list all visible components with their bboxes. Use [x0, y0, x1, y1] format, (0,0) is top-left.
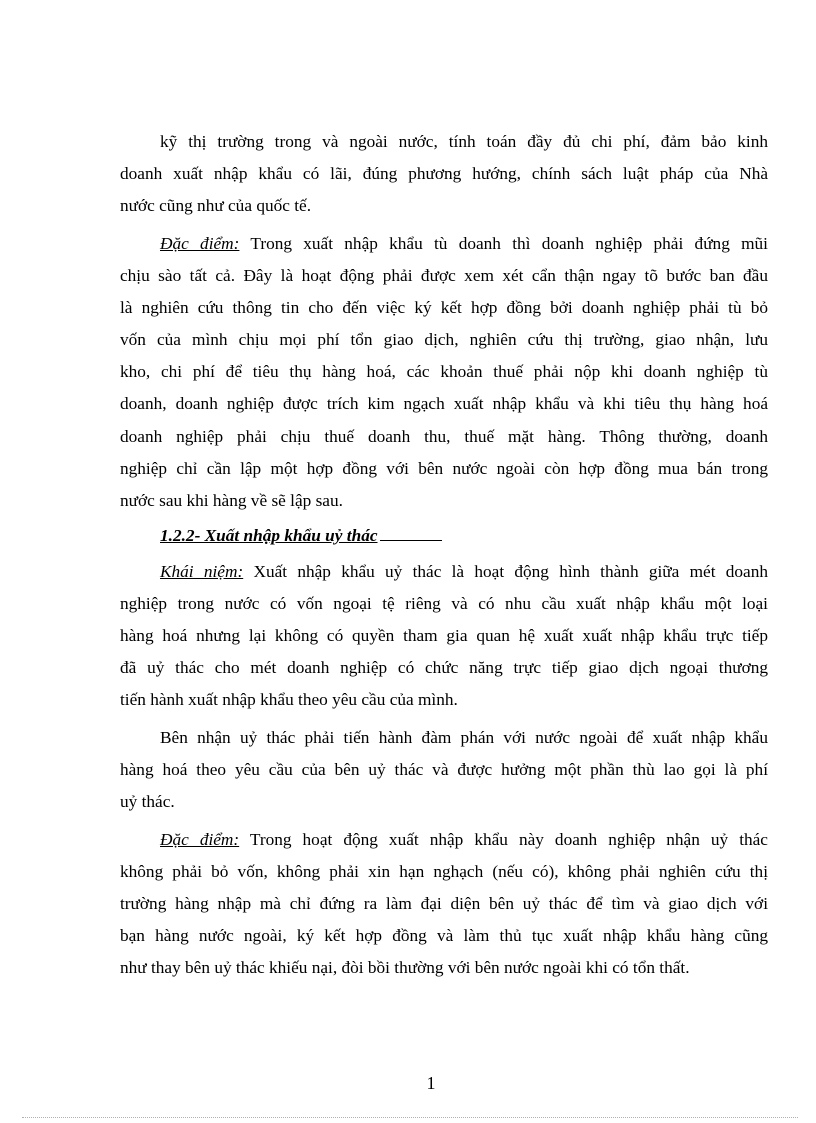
text-line: bạn hàng nước ngoài, ký kết hợp đồng và làm thủ tục xuất nhập khẩu hàng cũng: [120, 926, 768, 946]
text-run: Trong xuất nhập khẩu tù doanh thì doanh nghiệp phải đứng mũi: [250, 234, 768, 253]
paragraph-characteristics-1: [120, 228, 768, 517]
text-line: hàng hoá nhưng lại không có quyền tham gia quan hệ xuất xuất nhập khẩu trực tiếp: [120, 626, 768, 646]
text-line: là nghiên cứu thông tin cho đến việc ký kết hợp đồng bởi doanh nghiệp phải tù bỏ: [120, 298, 768, 318]
section-heading: [160, 522, 442, 550]
paragraph-concept: [120, 556, 768, 716]
text-line: nghiệp chỉ cần lập một hợp đồng với bên nước ngoài còn hợp đồng mua bán trong: [120, 458, 768, 478]
text-line: không phải bỏ vốn, không phải xin hạn nghạch (nếu có), không phải nghiên cứu thị: [120, 862, 768, 882]
label-characteristics: Đặc điểm:: [160, 830, 240, 849]
label-characteristics: Đặc điểm:: [160, 234, 240, 253]
text-line: Bên nhận uỷ thác phải tiến hành đàm phán với nước ngoài để xuất nhập khẩu: [160, 728, 768, 747]
page-bottom-rule: [22, 1117, 798, 1118]
text-line: [120, 824, 768, 856]
text-line: doanh, doanh nghiệp được trích kim ngạch xuất nhập khẩu và khi tiêu thụ hàng hoá: [120, 394, 768, 414]
text-line: nước sau khi hàng về sẽ lập sau.: [120, 490, 343, 510]
heading-text: 1.2.2- Xuất nhập khẩu uỷ thác: [160, 526, 378, 545]
text-line: hàng hoá theo yêu cầu của bên uỷ thác và được hưởng một phần thù lao gọi là phí: [120, 760, 768, 780]
paragraph-intro: [120, 126, 768, 222]
text-run: Xuất nhập khẩu uỷ thác là hoạt động hình thành giữa mét doanh: [253, 562, 768, 581]
text-line: doanh xuất nhập khẩu có lãi, đúng phương hướng, chính sách luật pháp của Nhà: [120, 164, 768, 184]
text-line: trường hàng nhập mà chỉ đứng ra làm đại diện bên uỷ thác để tìm và giao dịch với: [120, 894, 768, 914]
text-line: như thay bên uỷ thác khiếu nại, đòi bồi thường với bên nước ngoài khi có tổn thất.: [120, 958, 690, 978]
text-line: nghiệp trong nước có vốn ngoại tệ riêng và có nhu cầu xuất nhập khẩu một loại: [120, 594, 768, 614]
text-line: chịu sào tất cả. Đây là hoạt động phải được xem xét cẩn thận ngay tõ bước ban đầu: [120, 266, 768, 286]
text-line: đã uỷ thác cho mét doanh nghiệp có chức năng trực tiếp giao dịch ngoại thương: [120, 658, 768, 678]
text-line: tiến hành xuất nhập khẩu theo yêu cầu của mình.: [120, 690, 458, 710]
page-number: 1: [426, 1073, 436, 1093]
text-line: nước cũng như của quốc tế.: [120, 196, 312, 216]
text-line: vốn của mình chịu mọi phí tổn giao dịch, nghiên cứu thị trường, giao nhận, lưu: [120, 330, 768, 350]
text-line: kho, chi phí để tiêu thụ hàng hoá, các khoản thuế phải nộp khi doanh nghiệp tù: [120, 362, 768, 382]
text-line: [120, 556, 768, 588]
paragraph-characteristics-2: [120, 824, 768, 984]
paragraph-trustee: [120, 722, 768, 818]
heading-underline: [380, 539, 442, 541]
text-line: kỹ thị trường trong và ngoài nước, tính toán đầy đủ chi phí, đảm bảo kinh: [160, 132, 768, 151]
text-line: [120, 228, 768, 260]
text-line: uỷ thác.: [120, 792, 175, 812]
text-run: Trong hoạt động xuất nhập khẩu này doanh nghiệp nhận uỷ thác: [249, 830, 768, 849]
label-concept: Khái niệm:: [160, 562, 244, 581]
text-line: doanh nghiệp phải chịu thuế doanh thu, thuế mặt hàng. Thông thường, doanh: [120, 426, 768, 446]
